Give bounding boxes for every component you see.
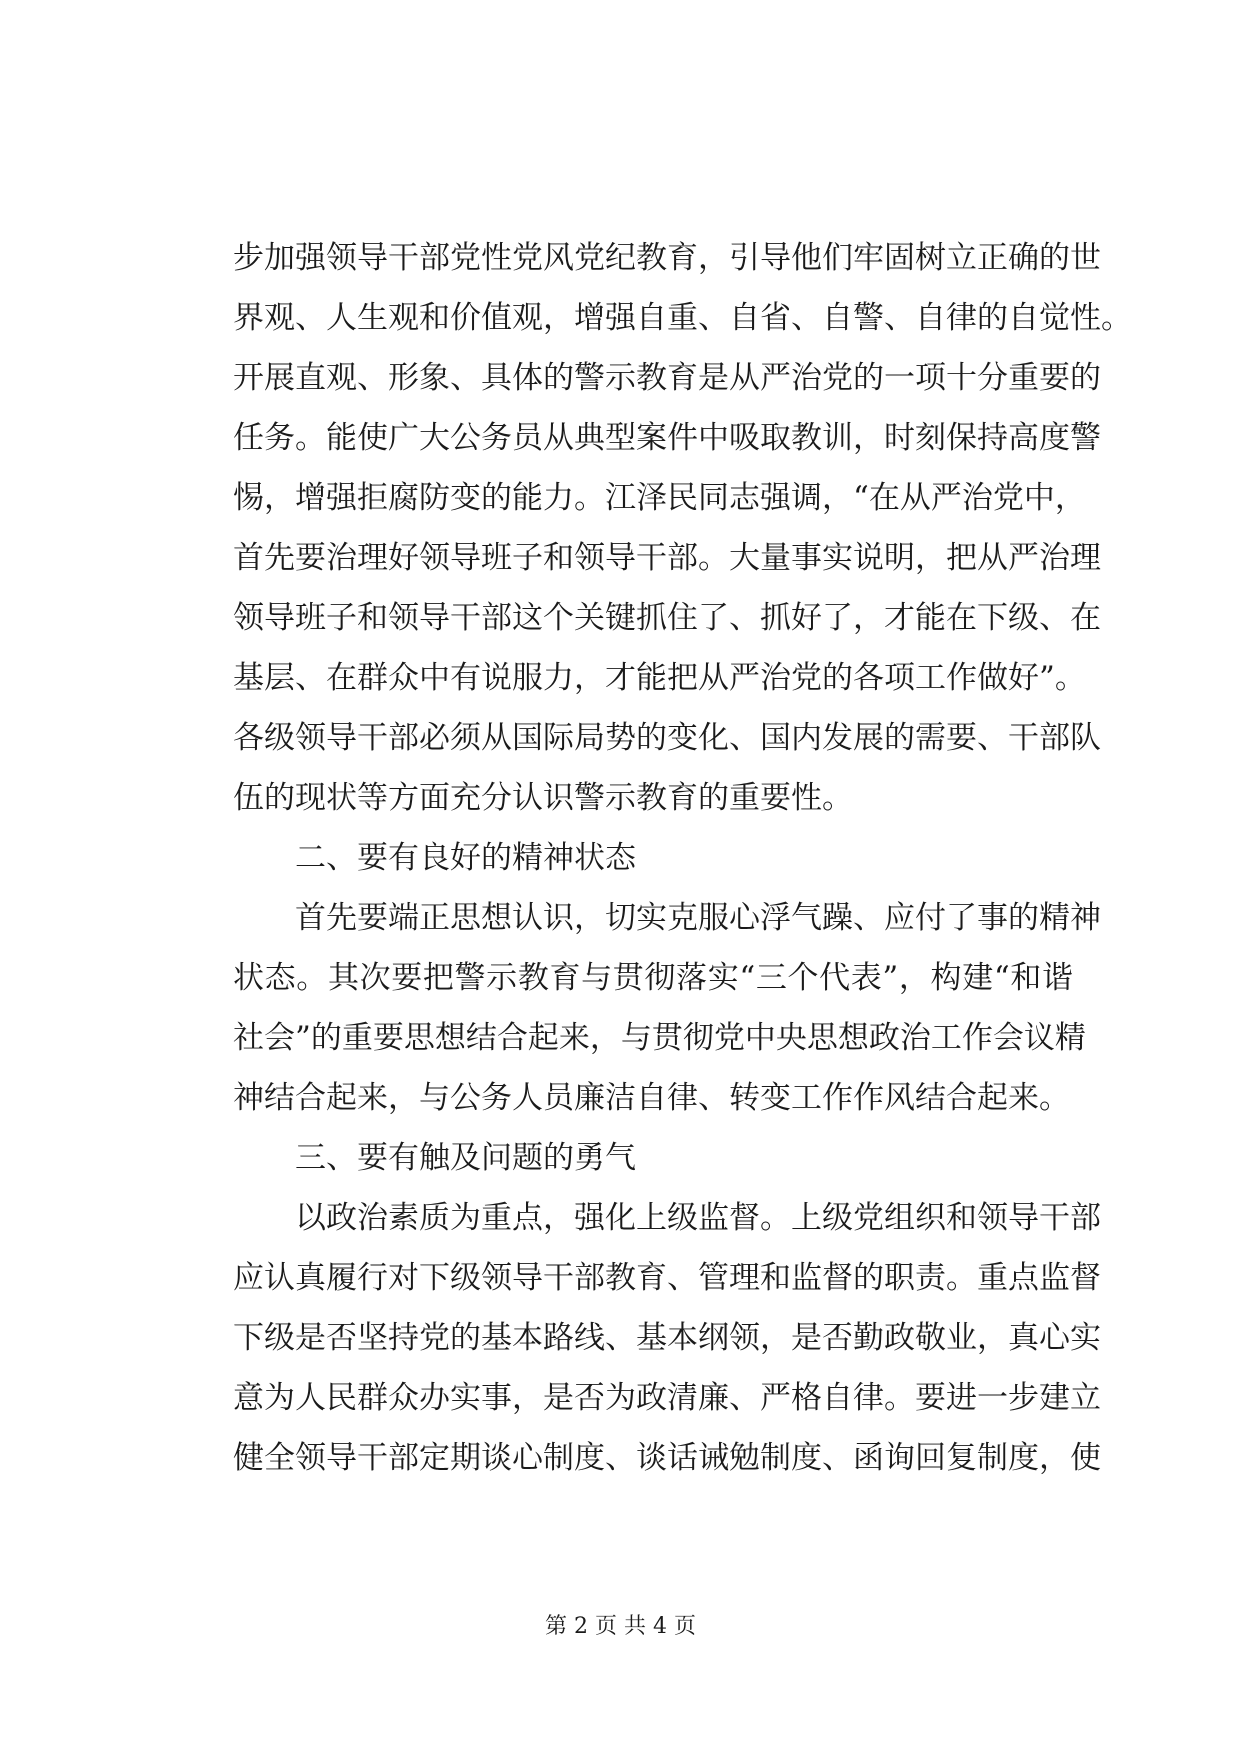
text-line: 伍的现状等方面充分认识警示教育的重要性。 xyxy=(233,780,853,816)
page-footer: 第 2 页 共 4 页 xyxy=(545,1614,696,1639)
text-line: 三、要有触及问题的勇气 xyxy=(233,1140,636,1176)
text-line: 惕，增强拒腐防变的能力。江泽民同志强调，“在从严治党中， xyxy=(233,480,1086,516)
text-line: 下级是否坚持党的基本路线、基本纲领，是否勤政敬业，真心实 xyxy=(233,1320,1101,1356)
text-line: 界观、人生观和价值观，增强自重、自省、自警、自律的自觉性。 xyxy=(233,300,1132,336)
text-line: 基层、在群众中有说服力，才能把从严治党的各项工作做好”。 xyxy=(233,660,1086,696)
text-line: 应认真履行对下级领导干部教育、管理和监督的职责。重点监督 xyxy=(233,1260,1101,1296)
text-line: 步加强领导干部党性党风党纪教育，引导他们牢固树立正确的世 xyxy=(233,240,1101,276)
text-line: 首先要治理好领导班子和领导干部。大量事实说明，把从严治理 xyxy=(233,540,1101,576)
text-line: 状态。其次要把警示教育与贯彻落实“三个代表”，构建“和谐 xyxy=(233,960,1073,996)
text-line: 意为人民群众办实事，是否为政清廉、严格自律。要进一步建立 xyxy=(233,1380,1101,1416)
text-line: 神结合起来，与公务人员廉洁自律、转变工作作风结合起来。 xyxy=(233,1080,1070,1116)
text-line: 首先要端正思想认识，切实克服心浮气躁、应付了事的精神 xyxy=(233,900,1101,936)
text-line: 领导班子和领导干部这个关键抓住了、抓好了，才能在下级、在 xyxy=(233,600,1101,636)
document-body xyxy=(233,228,1132,1488)
text-line: 各级领导干部必须从国际局势的变化、国内发展的需要、干部队 xyxy=(233,720,1101,756)
text-line: 二、要有良好的精神状态 xyxy=(233,840,636,876)
text-line: 社会”的重要思想结合起来，与贯彻党中央思想政治工作会议精 xyxy=(233,1020,1086,1056)
text-line: 健全领导干部定期谈心制度、谈话诫勉制度、函询回复制度，使 xyxy=(233,1440,1101,1476)
text-line: 开展直观、形象、具体的警示教育是从严治党的一项十分重要的 xyxy=(233,360,1101,396)
text-line: 任务。能使广大公务员从典型案件中吸取教训，时刻保持高度警 xyxy=(233,420,1101,456)
text-line: 以政治素质为重点，强化上级监督。上级党组织和领导干部 xyxy=(233,1200,1101,1236)
